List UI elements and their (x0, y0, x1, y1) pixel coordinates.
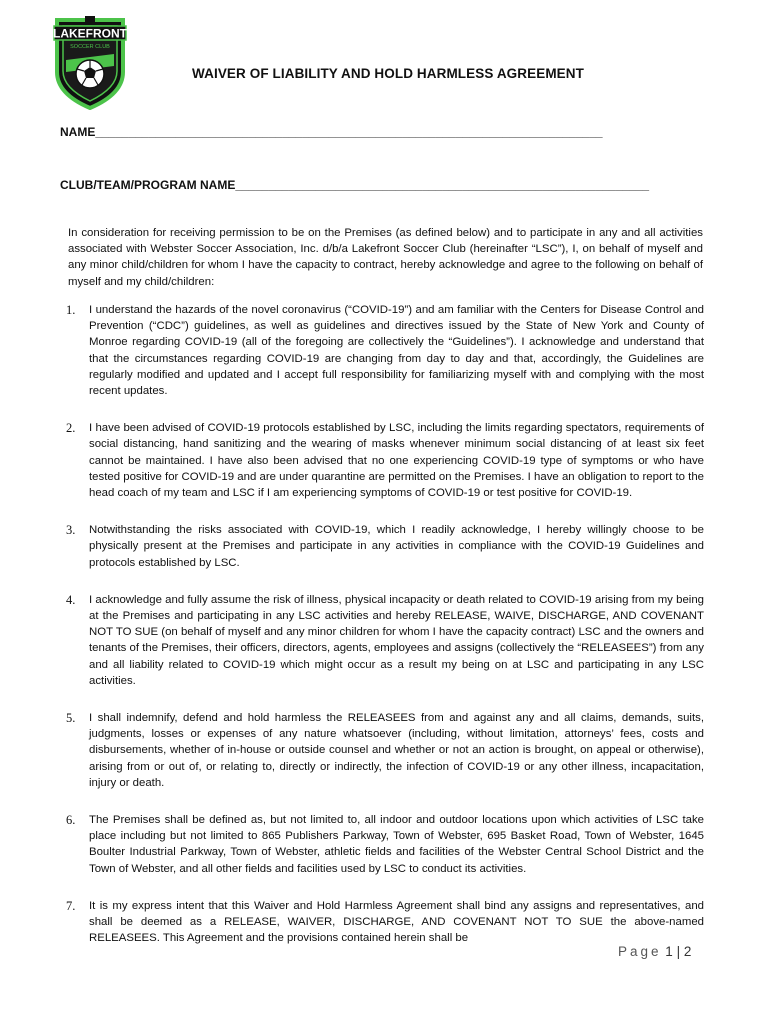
page-total: 2 (683, 944, 692, 959)
lakefront-soccer-club-logo (52, 14, 128, 110)
terms-list (62, 302, 704, 947)
term-item (62, 898, 704, 947)
svg-text:LAKEFRONT: LAKEFRONT (53, 26, 127, 41)
term-item (62, 302, 704, 399)
term-text: Notwithstanding the risks associated with COVID-19, which I readily acknowledge, I hereby willingly choose to be physically present at the Premises and participate in any activities in compliance with the COVID-19 Guidelines and protocols established by LSC. (89, 524, 704, 569)
term-number: 5. (66, 711, 76, 726)
page-footer (618, 944, 691, 959)
svg-text:SOCCER CLUB: SOCCER CLUB (70, 44, 110, 50)
term-number: 6. (66, 813, 76, 828)
term-number: 2. (66, 421, 76, 436)
page-current: 1 (665, 944, 673, 959)
term-number: 7. (66, 898, 76, 913)
term-text: I shall indemnify, defend and hold harmless the RELEASEES from and against any and all claims, demands, suits, judgments, losses or expenses of any nature whatsoever (including, without limitation, attorneys’ fees, costs and disbursements, whether of in-house or outside counsel and whether or not an action is brought, on appeal or otherwise), arising from or out of, or relating to, directly or indirectly, the infection of COVID-19 or any other illness, incapacitation, injury or death. (89, 712, 704, 789)
term-item (62, 592, 704, 689)
page-label: Page (618, 944, 662, 959)
term-text: I have been advised of COVID-19 protocols established by LSC, including the limits regarding spectators, requirements of social distancing, hand sanitizing and the wearing of masks whenever minimum social distancing of at least six feet cannot be maintained. I have also been advised that no one experiencing COVID-19 type of symptoms or who have tested positive for COVID-19 and are under quarantine are permitted on the Premises. I have an obligation to report to the head coach of my team and LSC if I am experiencing symptoms of COVID-19 or test positive for COVID-19. (89, 422, 704, 500)
intro-paragraph: In consideration for receiving permission to be on the Premises (as defined below) and to participate in any and all activities associated with Webster Soccer Association, Inc. d/b/a Lakefront Soccer Club (hereinafter “LSC”), I, on behalf of myself and any minor child/children for whom I have the capacity to contract, hereby acknowledge and agree to the following on behalf of myself and my child/children: (68, 227, 703, 288)
term-text: I acknowledge and fully assume the risk of illness, physical incapacity or death related to COVID-19 arising from my being at the Premises and participating in any LSC activities and hereby RELEASE, WAIVE, DISCHARGE, AND COVENANT NOT TO SUE (on behalf of myself and any minor children for whom I have the capacity contract) LSC and the owners and tenants of the Premises, their officers, directors, agents, employees and assigns (collectively the “RELEASEES”) from any and all liability related to COVID-19 which might occur as a result my being on at LSC and participating in any LSC activities. (89, 593, 704, 687)
term-number: 4. (66, 592, 76, 607)
document-title: WAIVER OF LIABILITY AND HOLD HARMLESS AGREEMENT (192, 66, 584, 81)
term-item (62, 522, 704, 571)
term-text: It is my express intent that this Waiver and Hold Harmless Agreement shall bind any assigns and representatives, and shall be deemed as a RELEASE, WAIVER, DISCHARGE, AND COVENANT NOT TO SUE the above-named RELEASEES. This Agreement and the provisions contained herein shall be (89, 899, 704, 945)
term-item (62, 710, 704, 791)
term-text: The Premises shall be defined as, but not limited to, all indoor and outdoor locations upon which activities of LSC take place including but not limited to 865 Publishers Parkway, Town of Webster, 695 Basket Road, Town of Webster, 1645 Boulter Industrial Parkway, Town of Webster, athletic fields and facilities of the Webster Central School District and the Town of Webster, and all other fields and facilities used by LSC to conduct its activities. (89, 814, 704, 875)
term-text: I understand the hazards of the novel coronavirus (“COVID-19”) and am familiar with the Centers for Disease Control and Prevention (“CDC”) guidelines, as well as guidelines and directives issued by the State of New York and County of Monroe regarding COVID-19 (all of the foregoing are collectively the “Guidelines”). I acknowledge and understand that that the circumstances regarding COVID-19 are changing from day to day and that, accordingly, the Guidelines are regularly modified and updated and I accept full responsibility for familiarizing myself with and complying with the most recent updates. (89, 304, 704, 398)
term-item (62, 420, 704, 501)
term-number: 3. (66, 523, 76, 538)
page-separator: | (676, 944, 681, 959)
term-item (62, 812, 704, 877)
club-team-program-field[interactable]: CLUB/TEAM/PROGRAM NAME______________________________________________________________ (60, 178, 650, 192)
term-number: 1. (66, 303, 76, 317)
name-field[interactable]: NAME____________________________________________________________________________ (60, 125, 603, 139)
